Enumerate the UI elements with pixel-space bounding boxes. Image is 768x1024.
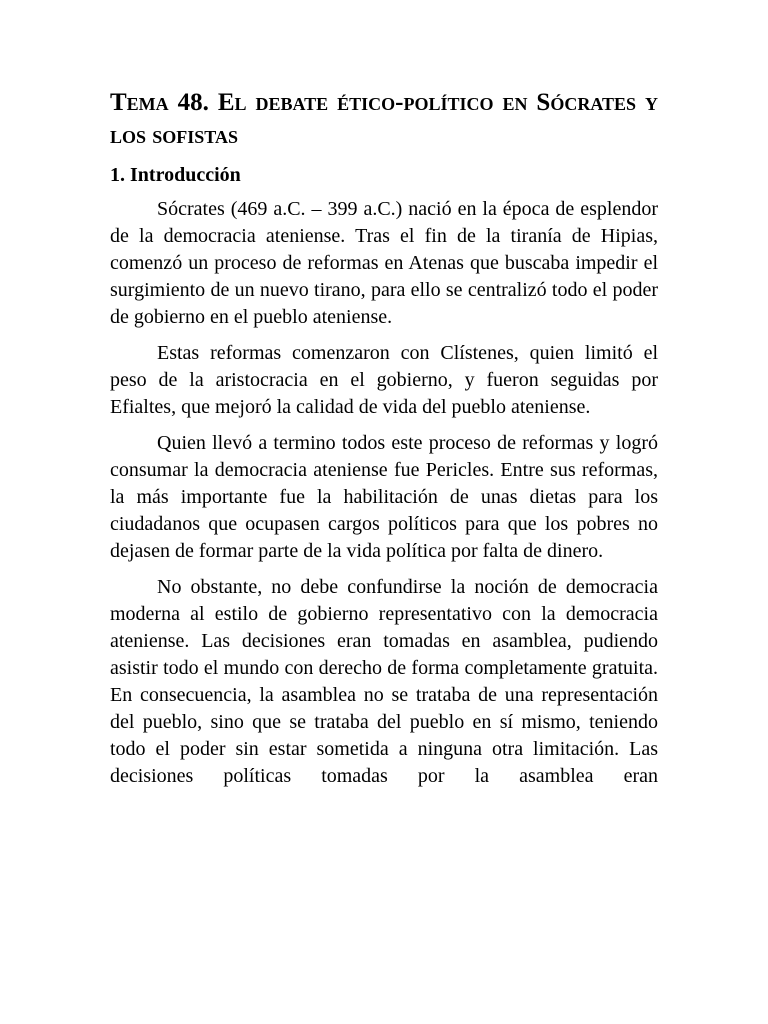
document-title: Tema 48. El debate ético-político en Sócrates y los sofistas	[110, 89, 658, 149]
paragraph-4: No obstante, no debe confundirse la noción de democracia moderna al estilo de gobierno representativo con la democracia ateniense. Las decisiones eran tomadas en asamblea, pudiendo asistir todo el mundo con derecho de forma completamente gratuita. En consecuencia, la asamblea no se trataba de una representación del pueblo, sino que se trataba del pueblo en sí mismo, teniendo todo el poder sin estar sometida a ninguna otra limitación. Las decisiones políticas tomadas por la asamblea eran	[110, 576, 658, 787]
document-page	[110, 86, 658, 799]
section-heading: 1. Introducción	[110, 164, 241, 186]
paragraph-1: Sócrates (469 a.C. – 399 a.C.) nació en la época de esplendor de la democracia ateniense. Tras el fin de la tiranía de Hipias, comenzó un proceso de reformas en Atenas que buscaba impedir el surgimiento de un nuevo tirano, para ello se centralizó todo el poder de gobierno en el pueblo ateniense.	[110, 198, 658, 328]
paragraph-3: Quien llevó a termino todos este proceso de reformas y logró consumar la democracia ateniense fue Pericles. Entre sus reformas, la más importante fue la habilitación de unas dietas para los ciudadanos que ocupasen cargos políticos para que los pobres no dejasen de formar parte de la vida política por falta de dinero.	[110, 432, 658, 562]
paragraph-2: Estas reformas comenzaron con Clístenes, quien limitó el peso de la aristocracia en el gobierno, y fueron seguidas por Efialtes, que mejoró la calidad de vida del pueblo ateniense.	[110, 342, 658, 418]
